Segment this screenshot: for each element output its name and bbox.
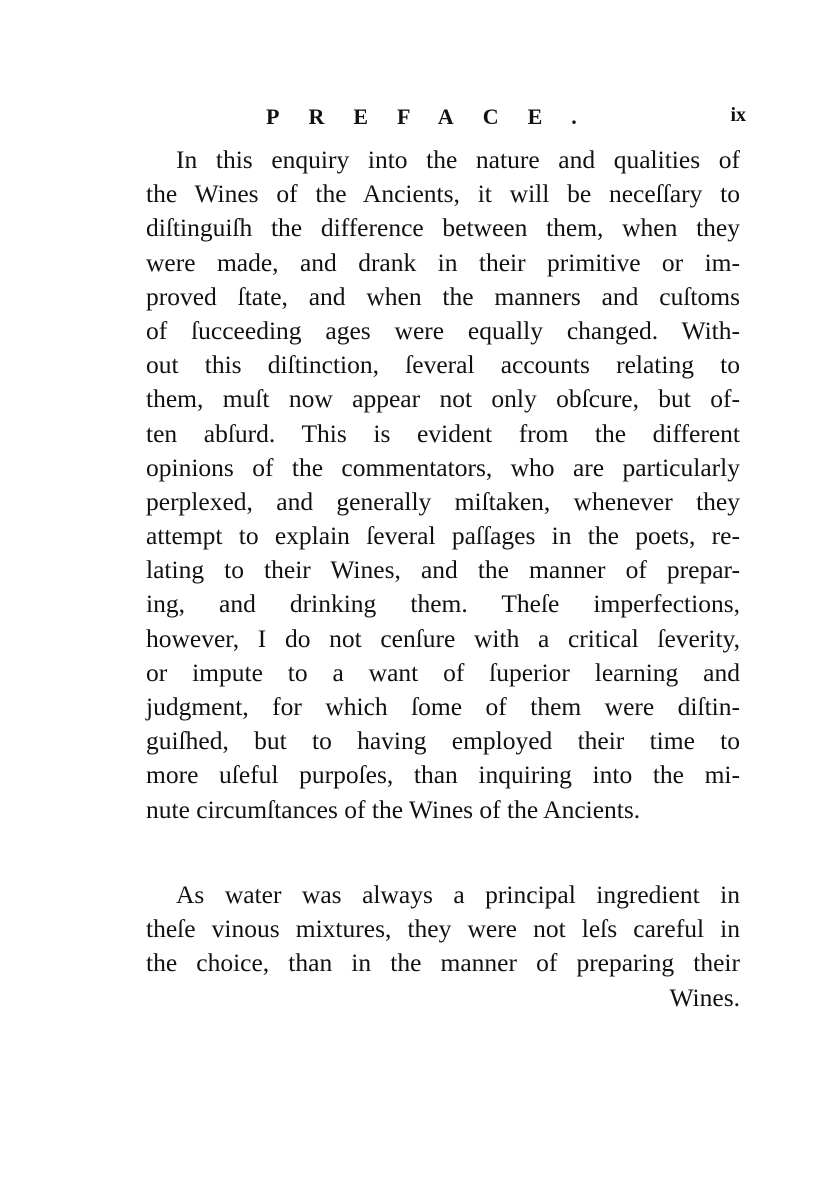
text-line: out this diſtinction, ſeveral accounts relating to	[146, 350, 740, 380]
text-line: them, muſt now appear not only obſcure, but of-	[146, 384, 740, 414]
text-line: however, I do not cenſure with a critical ſeverity,	[146, 623, 740, 653]
text-line: were made, and drank in their primitive or im-	[146, 247, 740, 277]
text-line: judgment, for which ſome of them were diſtin-	[146, 692, 740, 721]
paragraph-2	[146, 878, 740, 1015]
running-title: PREFACE.	[266, 104, 606, 129]
text-line: more uſeful purpoſes, than inquiring into the mi-	[146, 760, 740, 790]
paragraph-1	[146, 143, 740, 827]
text-line: ten abſurd. This is evident from the different	[146, 418, 740, 448]
text-line: diſtinguiſh the difference between them, when they	[146, 213, 740, 243]
text-line: the Wines of the Ancients, it will be neceſſary to	[146, 179, 740, 209]
text-line: perplexed, and generally miſtaken, whenever they	[146, 486, 740, 516]
text-line: the choice, than in the manner of preparing their	[146, 948, 740, 978]
text-line: nute circumſtances of the Wines of the Ancients.	[146, 794, 641, 824]
text-line: opinions of the commentators, who are particularly	[146, 452, 740, 482]
text-line: In this enquiry into the nature and qualities of	[176, 145, 740, 174]
catchword: Wines.	[669, 982, 740, 1012]
running-head	[266, 104, 746, 138]
text-line: proved ſtate, and when the manners and cuſtoms	[146, 281, 740, 311]
text-line: As water was always a principal ingredient in	[176, 880, 740, 909]
text-line: guiſhed, but to having employed their time to	[146, 726, 740, 756]
text-line: ing, and drinking them. Theſe imperfections,	[146, 589, 740, 619]
text-line: theſe vinous mixtures, they were not leſs careful in	[146, 914, 740, 944]
text-line: of ſucceeding ages were equally changed. With-	[146, 315, 740, 345]
text-line: lating to their Wines, and the manner of prepar-	[146, 555, 740, 585]
page-number: ix	[730, 104, 746, 126]
text-line: or impute to a want of ſuperior learning and	[146, 657, 740, 687]
text-line: attempt to explain ſeveral paſſages in the poets, re-	[146, 521, 740, 551]
